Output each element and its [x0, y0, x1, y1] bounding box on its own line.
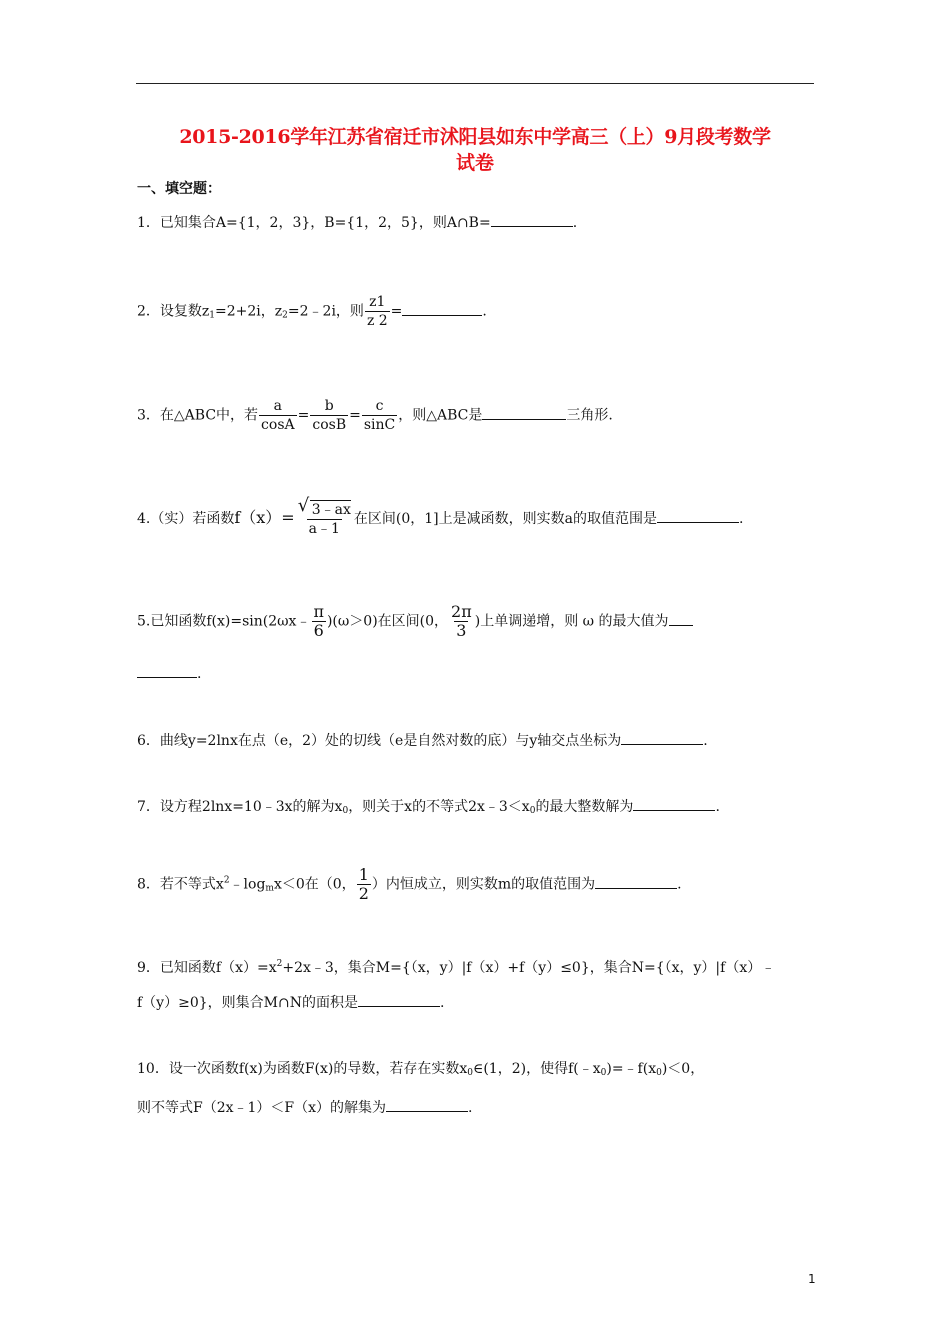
answer-blank[interactable] — [491, 212, 573, 227]
answer-blank[interactable] — [669, 611, 693, 626]
fraction-a-cosA: $\frac{a}{\cos A}$ — [261, 398, 295, 433]
question-7: 7．设方程2lnx=10﹣3x的解为$x_0$，则关于x的不等式$2x﹣3<x_0$的最大整数解为 . — [137, 796, 720, 821]
page-number: 1 — [808, 1272, 816, 1286]
answer-blank[interactable] — [482, 405, 566, 420]
fraction-b-cosB: $\frac{b}{\cos B}$ — [312, 398, 347, 433]
question-10: 10．设一次函数f(x)为函数F(x)的导数，若存在实数$x_0\in(1$，2)，使得$f(﹣x_0)=﹣f(x_0)<0$， — [137, 1061, 705, 1078]
question-10-continued: 则不等式F（2x﹣1）＜F（x）的解集为 . — [137, 1097, 473, 1118]
question-1: 1．已知集合A={1，2，3}，B={1，2，5}，则A∩B= . — [137, 212, 577, 233]
fraction-1-2: $\frac{1}{2}$ — [358, 865, 369, 903]
answer-blank[interactable] — [386, 1097, 468, 1112]
section-heading: 一、填空题： — [137, 181, 221, 197]
document-title — [136, 124, 814, 176]
question-9: 9．已知函数$f(x)=x^2+2x﹣3$，集合M={（x，y）|f（x）+f（y）≤0}，集合N={（x，y）|f（x）﹣ — [137, 959, 776, 976]
question-6: 6．曲线y=2lnx在点（e，2）处的切线（e是自然对数的底）与y轴交点坐标为 . — [137, 730, 708, 751]
question-4: 4.（实）若函数f（x）= √ $\frac{3﹣ax}{a﹣1}$ 在区间(0，1]上是减函数，则实数a的取值范围是 . — [137, 500, 743, 538]
fraction-pi-6: $\frac{\pi}{6}$ — [313, 602, 324, 640]
question-3: 3．在△ABC中，若 $\frac{a}{\cos A}$ = $\frac{b}{\cos B}$ = $\frac{c}{\sin C}$ ，则△ABC是 三角形. — [137, 398, 613, 433]
header-rule — [136, 83, 814, 84]
answer-blank[interactable] — [621, 730, 703, 745]
answer-blank[interactable] — [402, 301, 482, 316]
answer-blank[interactable] — [657, 508, 739, 523]
fraction-2pi-3: $\frac{2\pi}{3}$ — [451, 602, 472, 640]
answer-blank[interactable] — [137, 663, 197, 678]
answer-blank[interactable] — [358, 992, 440, 1007]
answer-blank[interactable] — [595, 874, 677, 889]
question-9-continued: f（y）≥0}，则集合M∩N的面积是 . — [137, 992, 444, 1013]
title-line-2: 试卷 — [455, 152, 494, 174]
answer-blank[interactable] — [633, 796, 715, 811]
question-8: 8．若不等式$x^2﹣\log_mx<0$在（0， $\frac{1}{2}$ ）内恒成立，则实数m的取值范围为 . — [137, 865, 682, 903]
question-2: 2．设复数$z_1=2+2i$，$z_2=2﹣2i$，则 $\frac{z1}{z 2}$ = . — [137, 294, 487, 329]
fraction-sqrt: √ $\frac{3﹣ax}{a﹣1}$ — [296, 500, 353, 538]
title-line-1: 2015-2016学年江苏省宿迁市沭阳县如东中学高三（上）9月段考数学 — [179, 126, 771, 148]
question-5: 5.已知函数f(x)=sin(2ωx﹣ $\frac{\pi}{6}$ )(ω＞0)在区间(0， $\frac{2\pi}{3}$ )上单调递增，则 ω 的最大值为 — [137, 603, 693, 640]
fraction-c-sinC: $\frac{c}{\sin C}$ — [363, 398, 396, 433]
question-5-continued: . — [137, 663, 201, 684]
fraction-z1-z2: $\frac{z1}{z 2}$ — [366, 294, 388, 329]
